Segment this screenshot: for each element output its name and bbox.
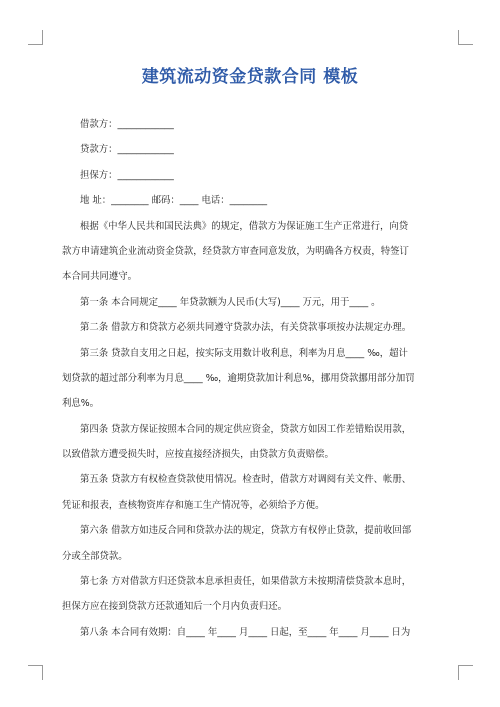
article-6-line-2: 分或全部贷款。 — [62, 550, 128, 562]
borrower-line: 借款方：____________ — [80, 119, 174, 130]
document-body — [62, 112, 442, 645]
crop-mark-bottom-right — [458, 665, 473, 680]
article-3-line-1: 第三条 贷款自支用之日起，按实际支用数计收利息，利率为月息____ ‰，超计 — [80, 347, 408, 359]
article-6-line-1: 第六条 借款方如违反合同和贷款办法的规定，贷款方有权停止贷款，提前收回部 — [80, 525, 412, 537]
article-8-line-1: 第八条 本合同有效期：自____ 年____ 月____ 日起，至____ 年____ 月____ 日为 — [80, 626, 411, 638]
article-5-line-1: 第五条 贷款方有权检查贷款使用情况。检查时，借款方对调阅有关文件、帐册、 — [80, 474, 412, 486]
document-title: 建筑流动资金贷款合同 模板 — [141, 67, 359, 87]
article-1-line-1: 第一条 本合同规定____ 年贷款额为人民币(大写)____ 万元，用于____ 。 — [80, 296, 381, 308]
article-4-line-2: 以致借款方遭受损失时，应按直接经济损失，由贷款方负责赔偿。 — [62, 449, 334, 461]
crop-mark-top-left — [28, 30, 43, 45]
preamble-line-2: 款方申请建筑企业流动资金贷款，经贷款方审查同意发放，为明确各方权责，特签订 — [62, 245, 409, 257]
article-3-line-3: 利息%。 — [62, 398, 100, 410]
article-7-line-1: 第七条 方对借款方归还贷款本息承担责任，如果借款方未按期清偿贷款本息时， — [80, 576, 412, 588]
article-7-line-2: 担保方应在接到贷款方还款通知后一个月内负责归还。 — [62, 601, 288, 613]
article-2-line-1: 第二条 借款方和贷款方必须共同遵守贷款办法，有关贷款事项按办法规定办理。 — [80, 322, 412, 334]
article-4-line-1: 第四条 贷款方保证按照本合同的规定供应资金，贷款方如因工作差错贻误用款， — [80, 423, 412, 435]
lender-line: 贷款方：____________ — [80, 144, 174, 156]
article-3-line-2: 划贷款的超过部分利率为月息____ ‰，逾期贷款加计利息%，挪用贷款挪用部分加罚 — [62, 372, 415, 384]
crop-mark-top-right — [458, 30, 473, 45]
crop-mark-bottom-left — [28, 665, 43, 680]
guarantor-line: 担保方：____________ — [80, 169, 174, 181]
address-line: 地 址：________ 邮码：____ 电话：________ — [80, 195, 268, 207]
preamble-line-1: 根据《中华人民共和国民法典》的规定，借款方为保证施工生产正常进行，向贷 — [80, 220, 409, 232]
article-5-line-2: 凭证和报表，查核物资库存和施工生产情况等，必须给予方便。 — [62, 499, 325, 511]
preamble-line-3: 本合同共同遵守。 — [62, 271, 138, 283]
